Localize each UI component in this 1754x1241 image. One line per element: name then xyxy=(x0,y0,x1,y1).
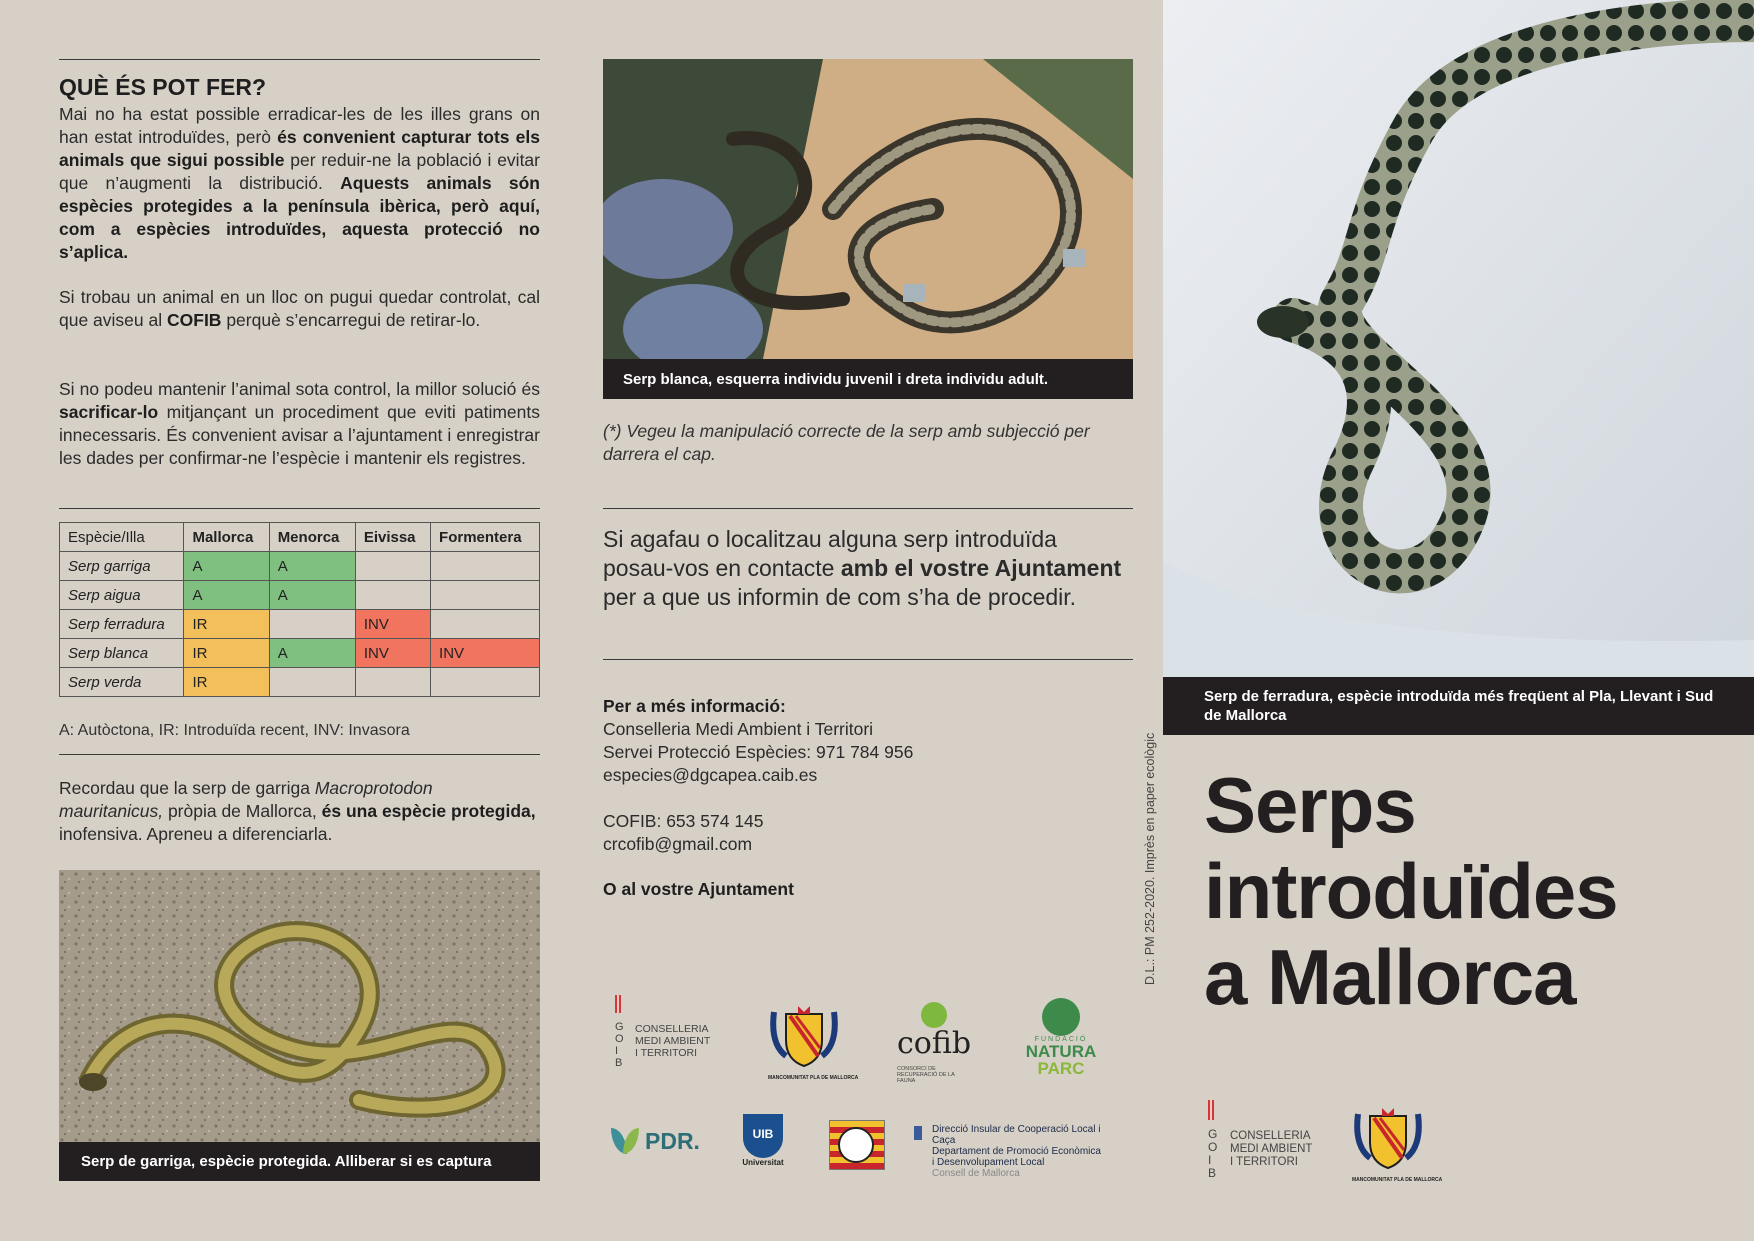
status-cell: IR xyxy=(184,610,269,639)
info-line-phone: Servei Protecció Espècies: 971 784 956 xyxy=(603,742,914,762)
species-name-cell: Serp ferradura xyxy=(60,610,184,639)
mancomunitat-shield-icon-right xyxy=(1352,1106,1424,1172)
cofib-subtitle: CONSORCI DE RECUPERACIÓ DE LA FAUNA xyxy=(897,1066,955,1084)
mancomunitat-name: MANCOMUNITAT PLA DE MALLORCA xyxy=(768,1075,859,1081)
title-line-3: a Mallorca xyxy=(1204,933,1576,1021)
mancomunitat-name-right: MANCOMUNITAT PLA DE MALLORCA xyxy=(1352,1177,1443,1183)
table-header-row xyxy=(60,523,540,552)
info-line-email[interactable]: especies@dgcapea.caib.es xyxy=(603,765,818,785)
legend-bottom-rule xyxy=(59,754,540,755)
table-row xyxy=(60,668,540,697)
sacrifice-paragraph xyxy=(59,378,540,470)
cofib-paragraph xyxy=(59,286,540,332)
bold-text: Aquests animals són espècies protegides a la península ibèrica, però aquí, com a espècies introduïdes, aquesta protecció no s’aplica. xyxy=(59,173,540,262)
pdr-text: PDR. xyxy=(645,1128,700,1154)
species-name-cell: Serp garriga xyxy=(60,552,184,581)
status-cell xyxy=(355,581,430,610)
map-seal-icon xyxy=(838,1127,874,1163)
table-header-cell: Mallorca xyxy=(184,523,269,552)
goib-text-3: I TERRITORI xyxy=(635,1047,698,1059)
serp-blanca-photo xyxy=(603,59,1133,359)
goib-conselleria-logo xyxy=(615,995,725,1085)
info-lines xyxy=(603,718,913,787)
info-line-conselleria: Conselleria Medi Ambient i Territori xyxy=(603,719,874,739)
contact-bottom-rule xyxy=(603,659,1133,660)
text-run: pròpia de Mallorca, xyxy=(163,801,322,821)
balearic-flag-logo xyxy=(829,1120,885,1170)
natura-top: FUNDACIÓ xyxy=(1034,1036,1088,1043)
section-heading: QUÈ ÉS POT FER? xyxy=(59,74,267,100)
text-run: Recordau que la serp de garriga xyxy=(59,778,315,798)
title-line-1: Serps xyxy=(1204,761,1416,849)
text-run: perquè s’encarregui de retirar-lo. xyxy=(221,310,481,330)
ajuntament-note: O al vostre Ajuntament xyxy=(603,879,794,899)
goib-letters-right: GOIB xyxy=(1208,1127,1218,1180)
uib-initials: UIB xyxy=(752,1127,774,1141)
status-cell: IR xyxy=(184,639,269,668)
status-cell xyxy=(431,668,540,697)
contact-top-rule xyxy=(603,508,1133,509)
garriga-photo-caption: Serp de garriga, espècie protegida. Alliberar si es captura xyxy=(59,1142,540,1181)
status-cell xyxy=(269,668,355,697)
status-cell: A xyxy=(269,639,355,668)
intro-paragraph xyxy=(59,103,540,264)
garriga-snake-photo xyxy=(59,870,540,1142)
species-name-cell: Serp verda xyxy=(60,668,184,697)
table-row xyxy=(60,610,540,639)
goib-text-right-2: MEDI AMBIENT xyxy=(1230,1143,1313,1155)
status-cell: INV xyxy=(355,610,430,639)
status-cell xyxy=(431,581,540,610)
species-island-table xyxy=(59,522,540,697)
consell-mallorca-logo xyxy=(914,1124,1124,1179)
ferradura-photo-caption: Serp de ferradura, espècie introduïda més freqüent al Pla, Llevant i Sud de Mallorca xyxy=(1163,677,1754,735)
consell-line-4: Consell de Mallorca xyxy=(932,1168,1020,1179)
consell-line-3: i Desenvolupament Local xyxy=(932,1157,1045,1168)
table-header-cell: Menorca xyxy=(269,523,355,552)
consell-emblem-icon xyxy=(914,1126,922,1140)
goib-text-right-1: CONSELLERIA xyxy=(1230,1130,1311,1142)
mancomunitat-logo xyxy=(768,1004,859,1084)
cofib-logo xyxy=(895,1002,975,1082)
bold-text: amb el vostre Ajuntament xyxy=(840,555,1122,581)
natura-bottom: PARC xyxy=(1037,1059,1085,1078)
uib-seal-icon xyxy=(743,1114,783,1158)
consell-line-1: Direcció Insular de Cooperació Local i Caça xyxy=(932,1124,1101,1146)
text-run: mitjançant un procediment que eviti patiments innecessaris. És convenient avisar a l’ajuntament i enregistrar les dades per confirmar-ne l’espècie i mantenir els registres. xyxy=(59,402,540,468)
cofib-email[interactable]: crcofib@gmail.com xyxy=(603,834,753,854)
reminder-paragraph xyxy=(59,777,540,846)
table-top-rule xyxy=(59,508,540,509)
text-run: per reduir-ne la població i evitar que n’augmenti la distribució. xyxy=(59,150,540,193)
uib-logo xyxy=(740,1114,786,1174)
uib-subtitle: Universitat xyxy=(742,1158,784,1167)
table-row xyxy=(60,552,540,581)
text-run: Si agafau o localitzau alguna serp introduïda posau-vos en contacte xyxy=(603,526,1057,581)
goib-flag-icon-right xyxy=(1208,1100,1214,1120)
text-run: Mai no ha estat possible erradicar-les de les illes grans on han estat introduïdes, però xyxy=(59,104,540,147)
bold-text: COFIB xyxy=(167,310,222,330)
bold-text: és convenient capturar tots els animals que sigui possible xyxy=(59,127,540,170)
goib-text-2: MEDI AMBIENT xyxy=(635,1035,711,1047)
goib-text-1: CONSELLERIA xyxy=(635,1023,709,1035)
ferradura-snake-photo xyxy=(1163,0,1754,677)
status-cell xyxy=(355,668,430,697)
text-run: Si trobau un animal en un lloc on pugui quedar controlat, cal que aviseu al xyxy=(59,287,540,330)
text-run: Si no podeu mantenir l’animal sota control, la millor solució és xyxy=(59,379,540,399)
natura-parc-logo xyxy=(1024,998,1098,1084)
bold-text: és una espècie protegida, xyxy=(321,801,536,821)
cofib-lizard-icon xyxy=(921,1002,947,1028)
manipulation-note: (*) Vegeu la manipulació correcte de la serp amb subjecció per darrera el cap. xyxy=(603,421,1090,464)
status-cell: INV xyxy=(431,639,540,668)
status-cell: A xyxy=(184,581,269,610)
table-row xyxy=(60,581,540,610)
serp-blanca-caption: Serp blanca, esquerra individu juvenil i dreta individu adult. xyxy=(603,359,1133,399)
legal-deposit-note: D.L.: PM 252-2020. Imprès en paper ecològic xyxy=(1143,732,1157,985)
info-title: Per a més informació: xyxy=(603,696,786,716)
status-cell: IR xyxy=(184,668,269,697)
status-cell xyxy=(431,552,540,581)
cofib-phone: COFIB: 653 574 145 xyxy=(603,811,764,831)
pdr-leaf-icon-2 xyxy=(623,1128,639,1154)
status-cell xyxy=(431,610,540,639)
natura-main: NATURA xyxy=(1025,1042,1097,1061)
cofib-name: cofib xyxy=(897,1026,972,1061)
status-cell: INV xyxy=(355,639,430,668)
table-legend: A: Autòctona, IR: Introduïda recent, INV: Invasora xyxy=(59,722,410,739)
goib-conselleria-logo-right xyxy=(1208,1100,1318,1196)
italic-text: Macroprotodon mauritanicus, xyxy=(59,778,433,821)
top-rule-left xyxy=(59,59,540,60)
goib-letters: GOIB xyxy=(615,1021,624,1069)
brochure-title xyxy=(1204,762,1618,1020)
status-cell: A xyxy=(269,552,355,581)
text-run: inofensiva. Apreneu a diferenciarla. xyxy=(59,824,333,844)
table-header-cell: Eivissa xyxy=(355,523,430,552)
consell-line-2: Departament de Promoció Econòmica xyxy=(932,1146,1101,1157)
table-row xyxy=(60,639,540,668)
natura-hand-leaf-icon xyxy=(1042,998,1080,1036)
bold-text: sacrificar-lo xyxy=(59,402,159,422)
mancomunitat-shield-icon xyxy=(768,1004,840,1070)
species-name-cell: Serp blanca xyxy=(60,639,184,668)
status-cell xyxy=(269,610,355,639)
mancomunitat-logo-right xyxy=(1352,1106,1443,1186)
table-header-cell: Formentera xyxy=(431,523,540,552)
species-name-cell: Serp aigua xyxy=(60,581,184,610)
pdr-logo xyxy=(611,1124,706,1160)
text-run: per a que us informin de com s’ha de procedir. xyxy=(603,584,1077,610)
status-cell: A xyxy=(269,581,355,610)
status-cell xyxy=(355,552,430,581)
cofib-contact xyxy=(603,810,764,856)
contact-paragraph xyxy=(603,525,1133,612)
table-header-cell: Espècie/Illa xyxy=(60,523,184,552)
status-cell: A xyxy=(184,552,269,581)
goib-flag-icon xyxy=(615,995,621,1013)
goib-text-right-3: I TERRITORI xyxy=(1230,1156,1298,1168)
title-line-2: introduïdes xyxy=(1204,847,1618,935)
